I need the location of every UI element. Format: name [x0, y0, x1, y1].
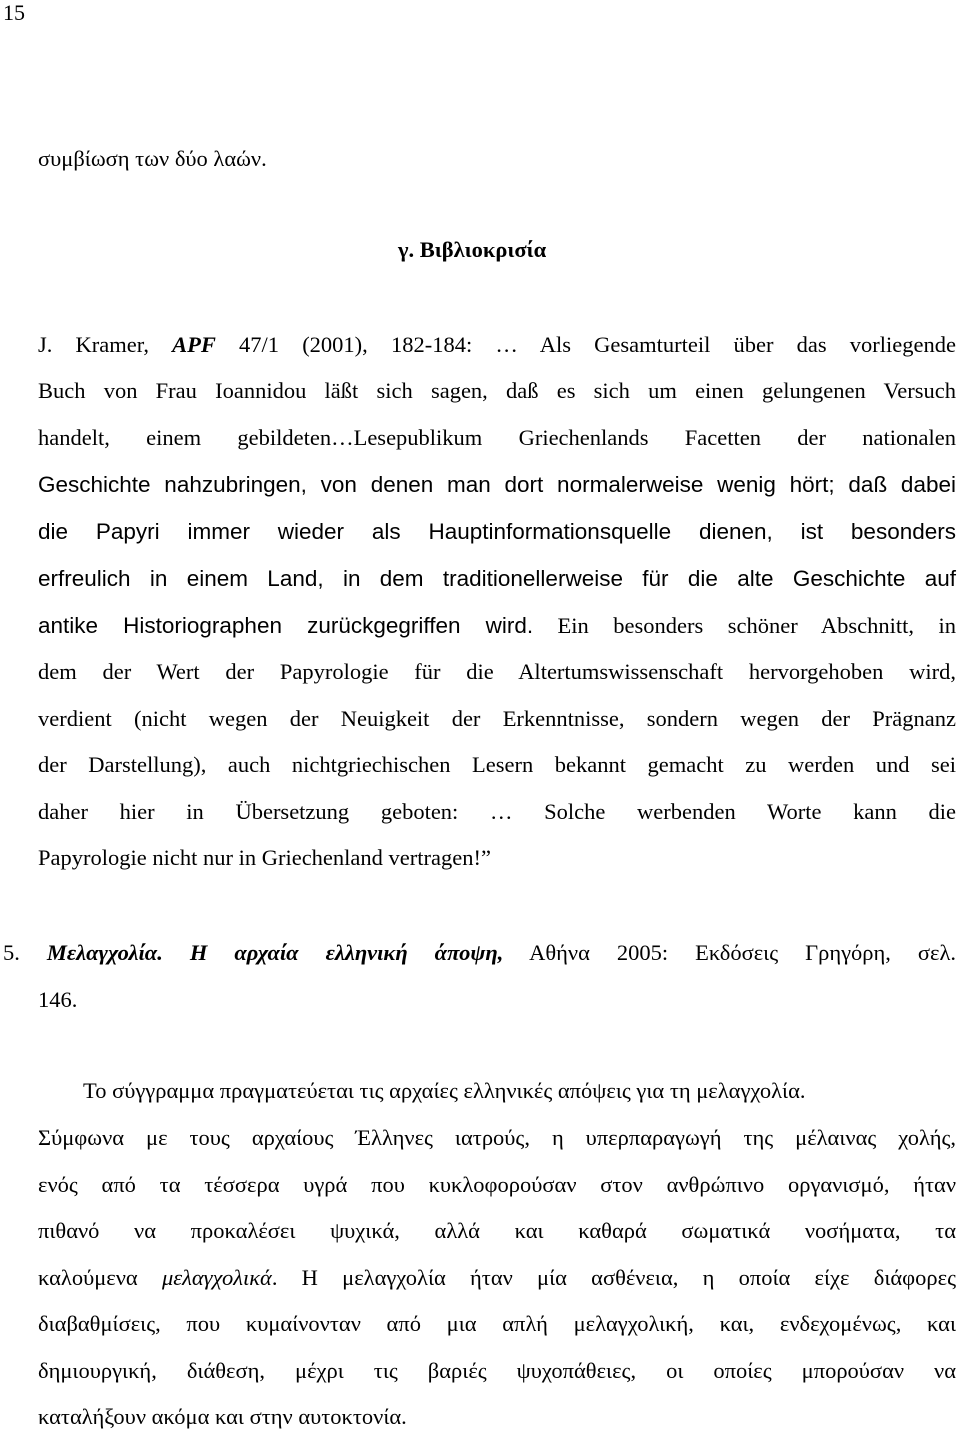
- review-continuation: Ein besonders schöner Abschnitt, in: [533, 613, 956, 638]
- quote-end-fragment: antike Historiographen zurückgegriffen wird.: [38, 613, 534, 638]
- review-line-2: Buch von Frau Ioannidou läßt sich sagen, daß es sich um einen gelungenen Versuch: [38, 378, 956, 403]
- entry-pages: 146.: [38, 987, 78, 1012]
- entry-subtitle: Η αρχαία ελληνική άποψη,: [189, 940, 504, 965]
- entry-number: 5.: [3, 940, 47, 965]
- page-number: 15: [3, 0, 25, 25]
- review-line-9: verdient (nicht wegen der Neuigkeit der Erkenntnisse, sondern wegen der Prägnanz: [38, 706, 956, 731]
- intro-line: συμβίωση των δύο λαών.: [38, 146, 267, 171]
- body-line-3: ενός από τα τέσσερα υγρά που κυκλοφορούσαν στον ανθρώπινο οργανισμό, ήταν: [38, 1172, 956, 1197]
- entry-title: Μελαγχολία.: [46, 940, 163, 965]
- review-line-1: [38, 330, 956, 360]
- journal-abbreviation: APF: [172, 332, 216, 357]
- review-line-8: dem der Wert der Papyrologie für die Altertumswissenschaft hervorgehoben wird,: [38, 659, 956, 684]
- body-line-5-start: καλούμενα: [38, 1265, 162, 1290]
- body-line-1: Το σύγγραμμα πραγματεύεται τις αρχαίες ελληνικές απόψεις για τη μελαγχολία.: [83, 1078, 806, 1103]
- review-line-10: der Darstellung), auch nichtgriechischen Lesern bekannt gemacht zu werden und sei: [38, 752, 956, 777]
- review-line-5: die Papyri immer wieder als Hauptinformationsquelle dienen, ist besonders: [38, 519, 956, 544]
- body-line-5-end: . Η μελαγχολία ήταν μία ασθένεια, η οποία είχε διάφορες: [271, 1265, 956, 1290]
- section-heading: γ. Βιβλιοκρισία: [398, 237, 547, 262]
- review-line-6: erfreulich in einem Land, in dem traditionellerweise für die alte Geschichte auf: [38, 566, 956, 591]
- review-line-7: [38, 611, 956, 641]
- review-line-11: daher hier in Übersetzung geboten: … Solche werbenden Worte kann die: [38, 799, 956, 824]
- review-line-3: handelt, einem gebildeten…Lesepublikum Griechenlands Facetten der nationalen: [38, 425, 956, 450]
- review-line-12: Papyrologie nicht nur in Griechenland vertragen!”: [38, 845, 491, 870]
- review-author: J. Kramer,: [38, 332, 173, 357]
- body-line-2: Σύμφωνα με τους αρχαίους Έλληνες ιατρούς, η υπερπαραγωγή της μέλαινας χολής,: [38, 1125, 956, 1150]
- review-line-4: Geschichte nahzubringen, von denen man dort normalerweise wenig hört; daß dabei: [38, 472, 956, 497]
- body-line-4: πιθανό να προκαλέσει ψυχικά, αλλά και καθαρά σωματικά νοσήματα, τα: [38, 1218, 956, 1243]
- entry-5-line-1: [3, 938, 956, 968]
- body-line-6: διαβαθμίσεις, που κυμαίνονταν από μια απλή μελαγχολική, και, ενδεχομένως, και: [38, 1311, 956, 1336]
- body-line-7: δημιουργική, διάθεση, μέχρι τις βαριές ψυχοπάθειες, οι οποίες μπορούσαν να: [38, 1358, 956, 1383]
- entry-publication: Αθήνα 2005: Εκδόσεις Γρηγόρη, σελ.: [503, 940, 957, 965]
- body-line-5: [38, 1263, 956, 1293]
- review-citation: 47/1 (2001), 182-184: … Als Gesamturteil über das vorliegende: [215, 332, 956, 357]
- body-line-8: καταλήξουν ακόμα και στην αυτοκτονία.: [38, 1404, 407, 1429]
- italic-term: μελαγχολικά: [161, 1265, 272, 1290]
